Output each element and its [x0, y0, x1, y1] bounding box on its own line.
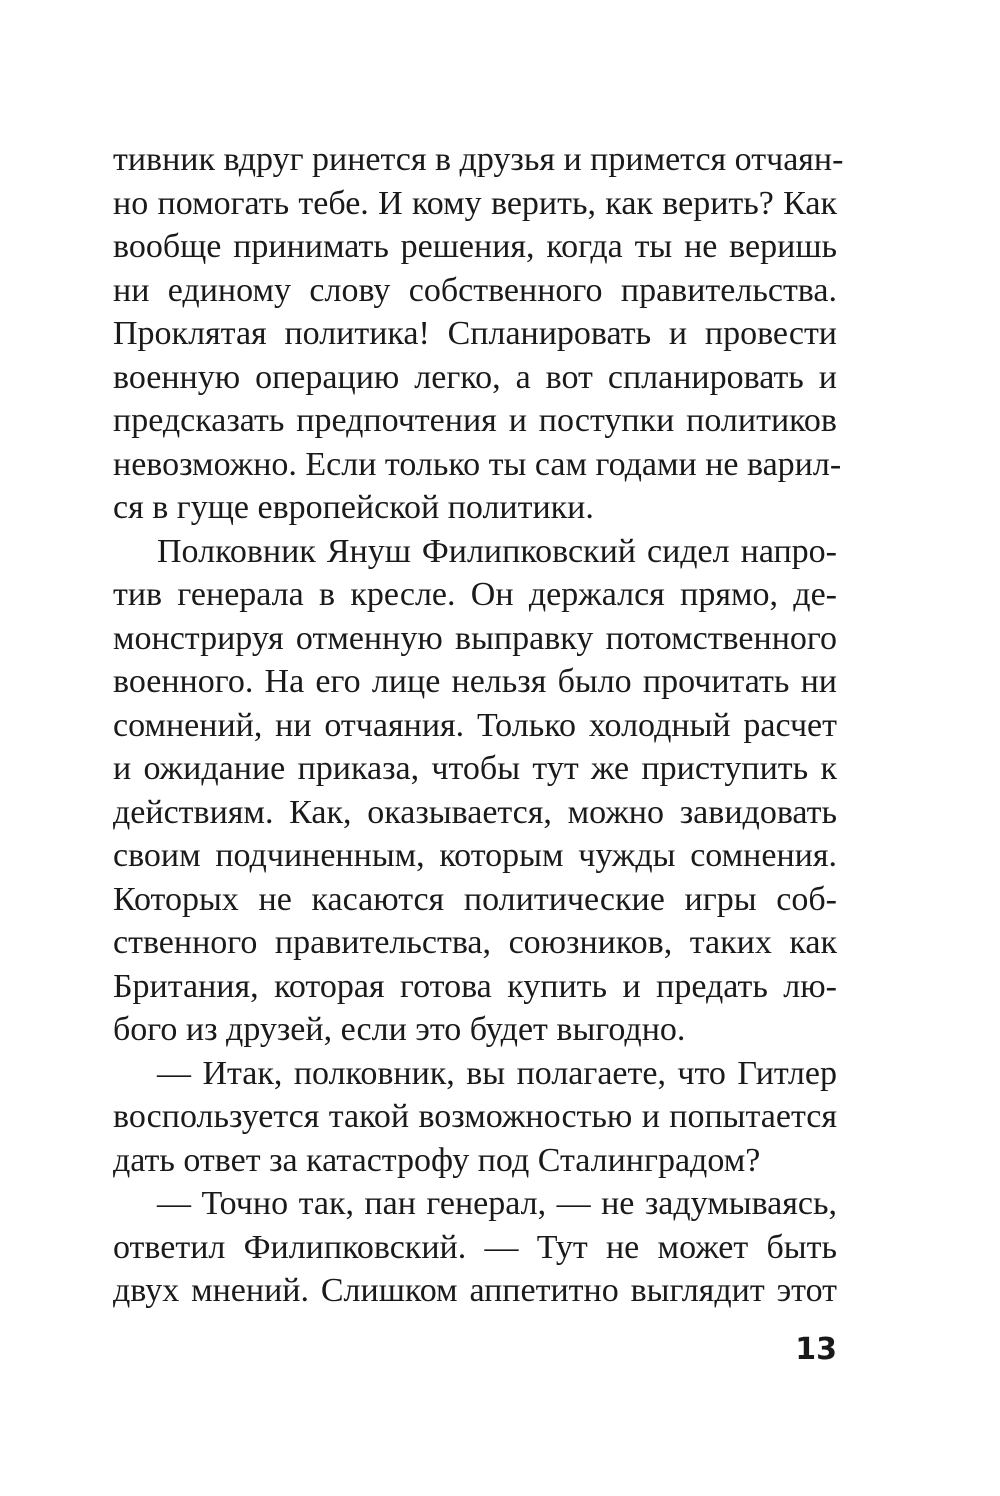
text-line: тив генерала в кресле. Он держался прямо, де- [113, 576, 837, 613]
text-line: Которых не касаются политические игры соб- [113, 880, 837, 918]
text-line: действиям. Как, оказывается, можно завидовать [113, 793, 837, 831]
body-text [113, 138, 844, 1313]
text-line: и ожидание приказа, чтобы тут же приступить к [113, 750, 837, 787]
text-line: — Итак, полковник, вы полагаете, что Гитлер [157, 1054, 837, 1092]
text-line: невозможно. Если только ты сам годами не варил- [113, 445, 842, 483]
text-line: Полковник Януш Филипковский сидел напро- [157, 532, 837, 570]
text-line: военную операцию легко, а вот спланировать и [113, 358, 837, 396]
text-line: дать ответ за катастрофу под Сталинградом? [113, 1141, 761, 1179]
text-line: своим подчиненным, которым чужды сомнения. [113, 837, 837, 874]
text-line: ответил Филипковский. — Тут не может быть [113, 1228, 837, 1266]
text-line: сомнений, ни отчаяния. Только холодный расчет [113, 706, 837, 744]
text-line: бого из друзей, если это будет выгодно. [113, 1011, 686, 1048]
text-line: Проклятая политика! Спланировать и провести [113, 315, 837, 352]
text-line: военного. На его лице нельзя было прочитать ни [113, 663, 837, 700]
text-line: ся в гуще европейской политики. [113, 489, 594, 526]
text-line: тивник вдруг ринется в друзья и примется отчаян- [113, 141, 844, 178]
text-line: Британия, которая готова купить и предать лю- [113, 967, 837, 1005]
text-line: ни единому слову собственного правительства. [113, 271, 837, 309]
text-line: но помогать тебе. И кому верить, как верить? Как [113, 184, 837, 222]
text-line: ственного правительства, союзников, таких как [113, 924, 837, 961]
page-number: 13 [795, 1332, 837, 1367]
text-line: монстрируя отменную выправку потомственного [113, 619, 837, 657]
text-line: воспользуется такой возможностью и попытается [113, 1098, 837, 1135]
text-line: двух мнений. Слишком аппетитно выглядит этот [113, 1272, 837, 1309]
text-line: — Точно так, пан генерал, — не задумываясь, [157, 1185, 837, 1222]
text-line: вообще принимать решения, когда ты не веришь [113, 228, 837, 265]
text-line: предсказать предпочтения и поступки политиков [113, 402, 837, 439]
